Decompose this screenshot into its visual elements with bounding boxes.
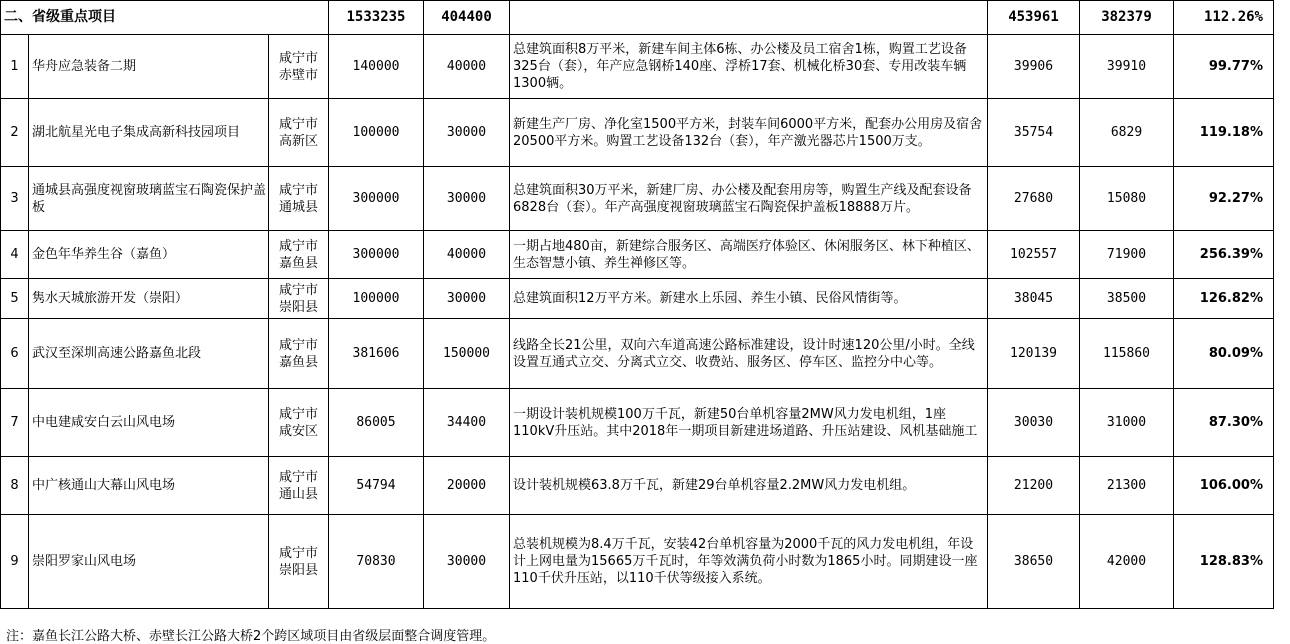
row-number[interactable]: 1 <box>1 35 29 99</box>
region-line: 嘉鱼县 <box>278 354 318 370</box>
completion-rate[interactable]: 119.18% <box>1174 99 1274 167</box>
region-line: 咸宁市 <box>278 116 318 132</box>
table-row <box>1 457 1274 515</box>
completed-investment-2[interactable]: 39910 <box>1080 35 1174 99</box>
completed-investment[interactable]: 38650 <box>988 515 1080 609</box>
project-description[interactable]: 总建筑面积12万平方米。新建水上乐园、养生小镇、民俗风情街等。 <box>510 279 988 319</box>
region-line: 咸宁市 <box>278 238 318 254</box>
table-row <box>1 389 1274 457</box>
completed-investment[interactable]: 39906 <box>988 35 1080 99</box>
row-number[interactable]: 5 <box>1 279 29 319</box>
total-investment[interactable]: 300000 <box>329 167 424 231</box>
project-name[interactable]: 金色年华养生谷（嘉鱼） <box>29 231 269 279</box>
section-desc-cell[interactable] <box>510 1 988 35</box>
region-line: 咸宁市 <box>278 406 318 422</box>
project-region[interactable] <box>269 389 329 457</box>
region-line: 咸宁市 <box>278 469 318 485</box>
total-investment[interactable]: 140000 <box>329 35 424 99</box>
annual-plan[interactable]: 30000 <box>424 99 510 167</box>
project-description[interactable]: 总建筑面积8万平米，新建车间主体6栋、办公楼及员工宿舍1栋，购置工艺设备325台（套），年产应急钢桥140座、浮桥17套、机械化桥30套、专用改装车辆1300辆。 <box>510 35 988 99</box>
section-total-investment[interactable]: 1533235 <box>329 1 424 35</box>
annual-plan[interactable]: 30000 <box>424 167 510 231</box>
project-description[interactable]: 总建筑面积30万平米，新建厂房、办公楼及配套用房等，购置生产线及配套设备6828台（套）。年产高强度视窗玻璃蓝宝石陶瓷保护盖板18888万片。 <box>510 167 988 231</box>
table-row <box>1 99 1274 167</box>
completion-rate[interactable]: 256.39% <box>1174 231 1274 279</box>
completed-investment-2[interactable]: 31000 <box>1080 389 1174 457</box>
project-name[interactable]: 武汉至深圳高速公路嘉鱼北段 <box>29 319 269 389</box>
region-line: 咸安区 <box>278 423 318 439</box>
annual-plan[interactable]: 20000 <box>424 457 510 515</box>
project-region[interactable] <box>269 35 329 99</box>
total-investment[interactable]: 100000 <box>329 99 424 167</box>
total-investment[interactable]: 70830 <box>329 515 424 609</box>
completion-rate[interactable]: 128.83% <box>1174 515 1274 609</box>
completed-investment-2[interactable]: 71900 <box>1080 231 1174 279</box>
completed-investment[interactable]: 27680 <box>988 167 1080 231</box>
completion-rate[interactable]: 87.30% <box>1174 389 1274 457</box>
table-row <box>1 515 1274 609</box>
region-line: 通山县 <box>278 486 318 502</box>
project-region[interactable] <box>269 319 329 389</box>
total-investment[interactable]: 381606 <box>329 319 424 389</box>
completed-investment[interactable]: 30030 <box>988 389 1080 457</box>
table-row <box>1 319 1274 389</box>
annual-plan[interactable]: 150000 <box>424 319 510 389</box>
annual-plan[interactable]: 30000 <box>424 279 510 319</box>
region-line: 崇阳县 <box>278 562 318 578</box>
completed-investment-2[interactable]: 38500 <box>1080 279 1174 319</box>
project-region[interactable] <box>269 99 329 167</box>
completed-investment-2[interactable]: 21300 <box>1080 457 1174 515</box>
annual-plan[interactable]: 30000 <box>424 515 510 609</box>
completed-investment[interactable]: 35754 <box>988 99 1080 167</box>
section-completed-2[interactable]: 382379 <box>1080 1 1174 35</box>
completion-rate[interactable]: 92.27% <box>1174 167 1274 231</box>
row-number[interactable]: 2 <box>1 99 29 167</box>
completed-investment[interactable]: 38045 <box>988 279 1080 319</box>
section-completed-1[interactable]: 453961 <box>988 1 1080 35</box>
total-investment[interactable]: 300000 <box>329 231 424 279</box>
project-name[interactable]: 通城县高强度视窗玻璃蓝宝石陶瓷保护盖板 <box>29 167 269 231</box>
row-number[interactable]: 7 <box>1 389 29 457</box>
completed-investment-2[interactable]: 42000 <box>1080 515 1174 609</box>
project-region[interactable] <box>269 167 329 231</box>
region-line: 嘉鱼县 <box>278 255 318 271</box>
total-investment[interactable]: 54794 <box>329 457 424 515</box>
region-line: 咸宁市 <box>278 50 318 66</box>
project-description[interactable]: 总装机规模为8.4万千瓦，安装42台单机容量为2000千瓦的风力发电机组，年设计上网电量为15665万千瓦时，年等效满负荷小时数为1865小时。同期建设一座110千伏升压站，以110千伏等级接入系统。 <box>510 515 988 609</box>
completion-rate[interactable]: 80.09% <box>1174 319 1274 389</box>
completion-rate[interactable]: 99.77% <box>1174 35 1274 99</box>
annual-plan[interactable]: 40000 <box>424 35 510 99</box>
project-name[interactable]: 中电建咸安白云山风电场 <box>29 389 269 457</box>
project-name[interactable]: 崇阳罗家山风电场 <box>29 515 269 609</box>
row-number[interactable]: 9 <box>1 515 29 609</box>
completed-investment-2[interactable]: 6829 <box>1080 99 1174 167</box>
annual-plan[interactable]: 34400 <box>424 389 510 457</box>
project-region[interactable] <box>269 279 329 319</box>
project-region[interactable] <box>269 231 329 279</box>
project-name[interactable]: 湖北航星光电子集成高新科技园项目 <box>29 99 269 167</box>
row-number[interactable]: 4 <box>1 231 29 279</box>
table-row <box>1 231 1274 279</box>
completed-investment-2[interactable]: 15080 <box>1080 167 1174 231</box>
project-name[interactable]: 隽水天城旅游开发（崇阳） <box>29 279 269 319</box>
table-row <box>1 279 1274 319</box>
project-description[interactable]: 设计装机规模63.8万千瓦，新建29台单机容量2.2MW风力发电机组。 <box>510 457 988 515</box>
project-description[interactable]: 一期设计装机规模100万千瓦，新建50台单机容量2MW风力发电机组，1座110kV升压站。其中2018年一期项目新建进场道路、升压站建设、风机基础施工 <box>510 389 988 457</box>
region-line: 咸宁市 <box>278 282 318 298</box>
table-row <box>1 167 1274 231</box>
region-line: 咸宁市 <box>278 182 318 198</box>
section-completion-rate[interactable]: 112.26% <box>1174 1 1274 35</box>
completed-investment[interactable]: 102557 <box>988 231 1080 279</box>
annual-plan[interactable]: 40000 <box>424 231 510 279</box>
project-description[interactable]: 新建生产厂房、净化室1500平方米，封装车间6000平方米，配套办公用房及宿舍20500平方米。购置工艺设备132台（套），年产激光器芯片1500万支。 <box>510 99 988 167</box>
total-investment[interactable]: 100000 <box>329 279 424 319</box>
project-region[interactable] <box>269 515 329 609</box>
total-investment[interactable]: 86005 <box>329 389 424 457</box>
table-row <box>1 35 1274 99</box>
section-annual-plan[interactable]: 404400 <box>424 1 510 35</box>
project-description[interactable]: 线路全长21公里，双向六车道高速公路标准建设，设计时速120公里/小时。全线设置互通式立交、分离式立交、收费站、服务区、停车区、监控分中心等。 <box>510 319 988 389</box>
completed-investment[interactable]: 21200 <box>988 457 1080 515</box>
region-line: 咸宁市 <box>278 337 318 353</box>
completed-investment[interactable]: 120139 <box>988 319 1080 389</box>
row-number[interactable]: 6 <box>1 319 29 389</box>
project-region[interactable] <box>269 457 329 515</box>
footnote: 注：嘉鱼长江公路大桥、赤壁长江公路大桥2个跨区域项目由省级层面整合调度管理。 <box>6 629 496 644</box>
project-name[interactable]: 华舟应急装备二期 <box>29 35 269 99</box>
section-header-row <box>1 1 1274 35</box>
project-name[interactable]: 中广核通山大幕山风电场 <box>29 457 269 515</box>
row-number[interactable]: 8 <box>1 457 29 515</box>
completion-rate[interactable]: 106.00% <box>1174 457 1274 515</box>
completion-rate[interactable]: 126.82% <box>1174 279 1274 319</box>
row-number[interactable]: 3 <box>1 167 29 231</box>
section-title: 二、省级重点项目 <box>1 1 329 35</box>
region-line: 崇阳县 <box>278 299 318 315</box>
completed-investment-2[interactable]: 115860 <box>1080 319 1174 389</box>
region-line: 高新区 <box>278 133 318 149</box>
region-line: 通城县 <box>278 199 318 215</box>
project-description[interactable]: 一期占地480亩，新建综合服务区、高端医疗体验区、休闲服务区、林下种植区、生态智慧小镇、养生禅修区等。 <box>510 231 988 279</box>
region-line: 咸宁市 <box>278 545 318 561</box>
region-line: 赤壁市 <box>278 67 318 83</box>
